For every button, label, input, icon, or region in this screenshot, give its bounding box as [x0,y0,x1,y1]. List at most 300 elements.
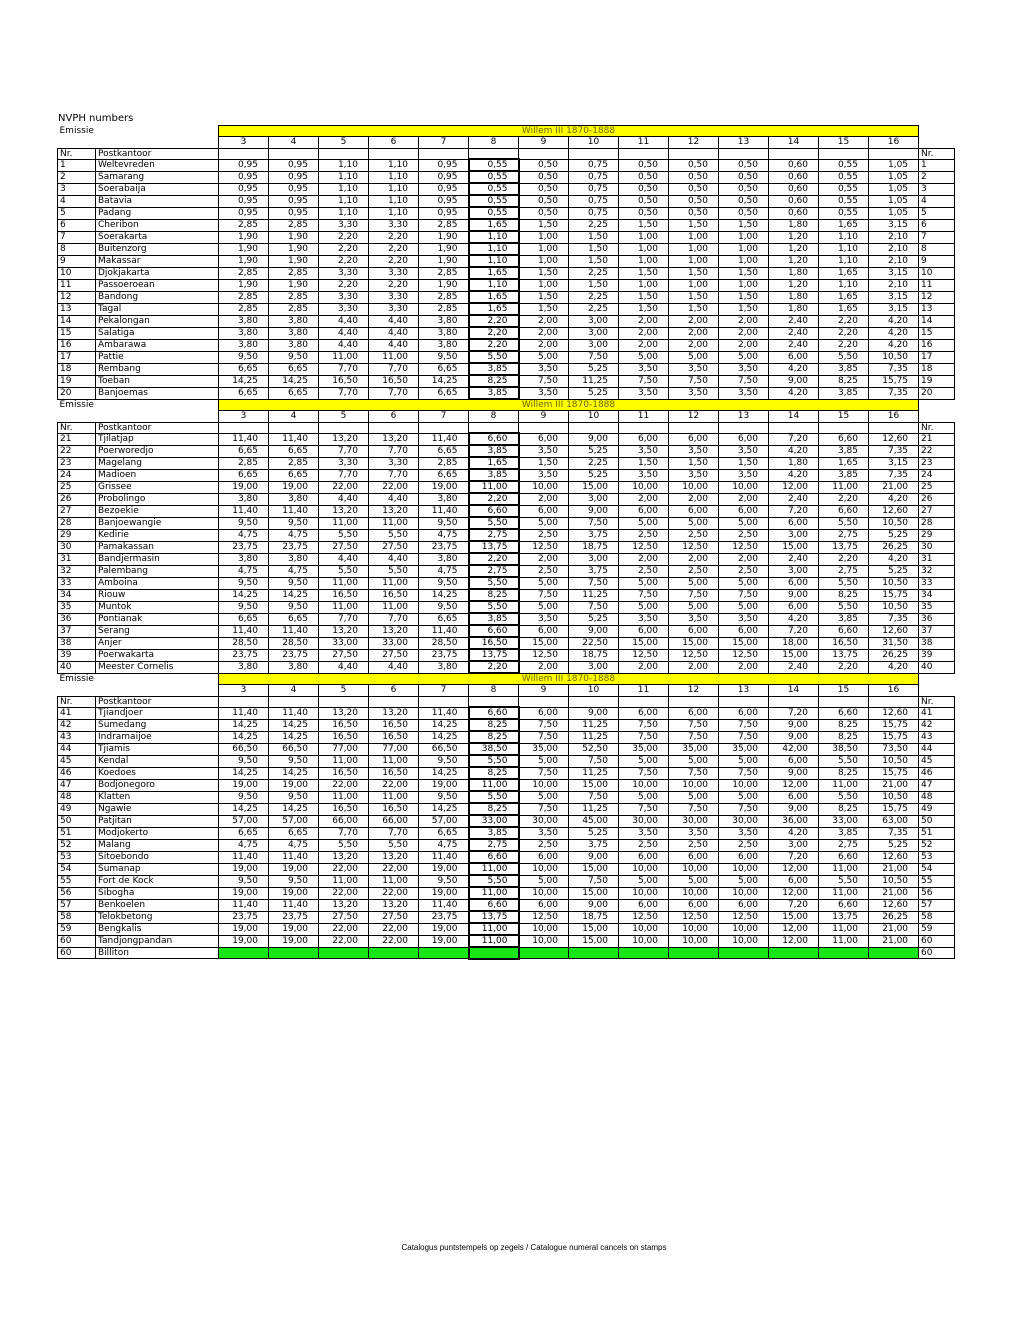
emissie-label: Emissie [59,126,94,137]
value-cell: 7,50 [719,375,769,387]
row-number-right: 53 [919,851,955,863]
row-number: 59 [58,923,96,935]
value-cell: 23,75 [219,649,269,661]
value-cell: 3,85 [469,827,519,839]
value-cell: 2,00 [719,339,769,351]
value-cell: 9,50 [419,601,469,613]
value-cell: 11,00 [469,779,519,791]
value-cell: 3,80 [219,661,269,673]
value-cell: 10,00 [669,935,719,947]
value-cell: 10,00 [619,481,669,493]
label-row [58,422,955,433]
value-cell: 2,50 [519,529,569,541]
value-cell: 1,50 [519,457,569,469]
postkantoor-name: Klatten [96,791,219,803]
value-cell: 5,00 [519,351,569,363]
row-number-right: 43 [919,731,955,743]
row-number-right: 7 [919,231,955,243]
value-cell: 6,00 [519,433,569,445]
column-number: 9 [519,411,569,422]
column-number: 16 [869,685,919,696]
value-cell: 6,00 [719,433,769,445]
value-cell: 11,25 [569,767,619,779]
value-cell: 4,40 [369,553,419,565]
value-cell: 18,75 [569,649,619,661]
nr-label-right: Nr. [919,148,955,159]
value-cell: 45,00 [569,815,619,827]
value-cell: 7,50 [519,767,569,779]
column-number: 9 [519,685,569,696]
value-cell: 1,05 [869,171,919,183]
value-cell: 2,85 [219,219,269,231]
value-cell: 5,00 [619,577,669,589]
value-cell: 38,50 [819,743,869,755]
postkantoor-label: Postkantoor [96,148,219,159]
value-cell: 1,65 [819,219,869,231]
column-number: 15 [819,411,869,422]
value-cell: 3,15 [869,291,919,303]
value-cell: 7,50 [569,577,619,589]
value-cell: 11,00 [319,577,369,589]
value-cell: 4,40 [369,315,419,327]
value-cell: 11,40 [269,851,319,863]
value-cell: 3,00 [569,339,619,351]
value-cell: 35,00 [719,743,769,755]
value-cell: 5,00 [719,517,769,529]
postkantoor-name: Pamakassan [96,541,219,553]
value-cell: 0,55 [819,195,869,207]
value-cell: 2,25 [569,303,619,315]
value-cell: 1,00 [619,231,669,243]
empty-cell [319,148,369,159]
value-cell: 6,00 [669,707,719,719]
value-cell: 1,90 [419,255,469,267]
value-cell: 2,00 [669,553,719,565]
value-cell: 8,25 [819,731,869,743]
value-cell: 7,35 [869,387,919,399]
empty-cell [469,696,519,707]
value-cell: 11,00 [819,779,869,791]
postkantoor-name: Padang [96,207,219,219]
value-cell: 6,65 [219,827,269,839]
value-cell: 2,00 [519,661,569,673]
value-cell: 66,00 [319,815,369,827]
value-cell: 3,75 [569,839,619,851]
table-row [58,207,955,219]
value-cell: 2,20 [319,279,369,291]
value-cell: 0,95 [269,171,319,183]
value-cell: 19,00 [269,779,319,791]
value-cell: 35,00 [669,743,719,755]
column-number: 6 [369,685,419,696]
value-cell: 19,00 [419,935,469,947]
nr-label: Nr. [58,696,96,707]
table-row [58,445,955,457]
row-number-right: 33 [919,577,955,589]
value-cell: 1,90 [419,231,469,243]
value-cell: 1,65 [819,291,869,303]
value-cell: 3,30 [319,267,369,279]
value-cell: 1,20 [769,255,819,267]
value-cell: 33,00 [369,637,419,649]
value-cell: 27,50 [369,649,419,661]
value-cell: 6,00 [669,433,719,445]
row-number: 26 [58,493,96,505]
value-cell: 4,75 [419,529,469,541]
value-cell [469,947,519,958]
column-number: 11 [619,137,669,148]
value-cell: 16,50 [319,767,369,779]
value-cell: 0,50 [519,171,569,183]
value-cell: 2,85 [269,291,319,303]
value-cell: 5,00 [619,601,669,613]
value-cell: 7,50 [619,719,669,731]
value-cell: 5,50 [319,529,369,541]
value-cell: 1,90 [419,243,469,255]
value-cell: 10,00 [669,887,719,899]
table-row [58,947,955,958]
value-cell: 10,00 [719,887,769,899]
value-cell: 30,00 [619,815,669,827]
value-cell: 4,40 [319,493,369,505]
value-cell: 1,50 [719,303,769,315]
value-cell [369,947,419,958]
value-cell: 3,50 [519,469,569,481]
value-cell: 5,00 [619,517,669,529]
emissie-name: Willem III 1870-1888 [219,673,919,685]
table-row [58,637,955,649]
row-number-right: 31 [919,553,955,565]
value-cell: 0,55 [469,207,519,219]
value-cell: 3,50 [519,363,569,375]
value-cell: 12,50 [619,649,669,661]
value-cell: 3,50 [719,827,769,839]
value-cell: 42,00 [769,743,819,755]
value-cell: 6,60 [469,899,519,911]
value-cell: 3,30 [369,457,419,469]
value-cell: 6,00 [619,707,669,719]
value-cell: 3,50 [669,827,719,839]
value-cell: 4,20 [769,469,819,481]
value-cell: 2,75 [469,529,519,541]
value-cell [269,947,319,958]
page-title: NVPH numbers [58,113,134,124]
value-cell: 10,00 [669,863,719,875]
value-cell: 0,50 [619,195,669,207]
value-cell: 3,80 [419,493,469,505]
value-cell: 7,50 [569,517,619,529]
row-number: 41 [58,707,96,719]
value-cell: 0,50 [619,159,669,171]
value-cell: 14,25 [269,719,319,731]
value-cell: 15,00 [569,779,619,791]
value-cell: 1,90 [219,255,269,267]
row-number-right: 1 [919,159,955,171]
value-cell: 6,00 [769,791,819,803]
value-cell: 6,65 [219,445,269,457]
value-cell: 18,75 [569,541,619,553]
value-cell: 7,50 [569,791,619,803]
value-cell: 6,00 [719,899,769,911]
value-cell: 3,85 [469,613,519,625]
value-cell: 3,85 [469,363,519,375]
value-cell: 2,50 [519,565,569,577]
value-cell: 5,00 [619,755,669,767]
value-cell: 13,75 [469,541,519,553]
value-cell: 3,80 [219,315,269,327]
value-cell: 2,85 [419,291,469,303]
value-cell: 16,50 [369,731,419,743]
spacer-cell [96,685,219,696]
value-cell: 0,95 [219,159,269,171]
value-cell: 5,00 [719,875,769,887]
value-cell: 14,25 [419,731,469,743]
value-cell: 0,55 [469,159,519,171]
value-cell: 5,50 [369,565,419,577]
value-cell: 12,60 [869,899,919,911]
value-cell: 36,00 [769,815,819,827]
value-cell: 0,75 [569,207,619,219]
value-cell: 1,65 [469,267,519,279]
value-cell: 11,40 [269,433,319,445]
postkantoor-name: Serang [96,625,219,637]
postkantoor-name: Passoeroean [96,279,219,291]
row-number-right: 30 [919,541,955,553]
postkantoor-name: Kedirie [96,529,219,541]
value-cell: 1,50 [719,267,769,279]
row-number: 37 [58,625,96,637]
value-cell: 5,50 [819,577,869,589]
value-cell: 6,65 [419,363,469,375]
value-cell: 1,90 [219,243,269,255]
value-cell: 3,75 [569,529,619,541]
table-row [58,493,955,505]
value-cell: 6,65 [419,469,469,481]
value-cell: 7,50 [569,351,619,363]
value-cell: 0,50 [719,171,769,183]
value-cell: 7,70 [319,445,369,457]
table-row [58,887,955,899]
row-number-right: 36 [919,613,955,625]
value-cell: 9,50 [269,577,319,589]
value-cell: 5,25 [869,565,919,577]
value-cell: 3,80 [269,315,319,327]
value-cell: 14,25 [419,589,469,601]
value-cell: 1,10 [319,183,369,195]
value-cell: 9,50 [219,875,269,887]
row-number-right: 11 [919,279,955,291]
table-row [58,219,955,231]
table-row [58,303,955,315]
table-row [58,159,955,171]
value-cell: 33,00 [469,815,519,827]
value-cell: 7,70 [319,363,369,375]
table-row [58,529,955,541]
value-cell: 19,00 [219,863,269,875]
value-cell: 2,85 [419,457,469,469]
value-cell: 5,25 [569,827,619,839]
value-cell: 2,20 [819,661,869,673]
row-number-right: 41 [919,707,955,719]
value-cell: 7,50 [669,803,719,815]
value-cell: 2,85 [219,457,269,469]
value-cell: 1,80 [769,457,819,469]
row-number-right: 28 [919,517,955,529]
value-cell: 22,00 [369,863,419,875]
table-row [58,375,955,387]
value-cell: 66,00 [369,815,419,827]
value-cell: 22,00 [369,779,419,791]
column-number: 6 [369,137,419,148]
value-cell: 2,20 [369,255,419,267]
value-cell: 7,50 [719,803,769,815]
value-cell: 1,10 [469,231,519,243]
value-cell: 1,65 [469,457,519,469]
empty-cell [219,422,269,433]
value-cell: 5,00 [669,755,719,767]
value-cell: 0,95 [219,195,269,207]
postkantoor-label: Postkantoor [96,422,219,433]
value-cell: 11,25 [569,589,619,601]
value-cell: 63,00 [869,815,919,827]
value-cell: 5,00 [669,791,719,803]
value-cell: 1,00 [669,255,719,267]
value-cell: 4,20 [769,613,819,625]
postkantoor-name: Poerwakarta [96,649,219,661]
row-number: 18 [58,363,96,375]
value-cell: 10,50 [869,755,919,767]
row-number-right: 47 [919,779,955,791]
value-cell: 22,00 [319,935,369,947]
value-cell: 7,50 [719,767,769,779]
row-number: 13 [58,303,96,315]
value-cell: 9,50 [419,791,469,803]
value-cell: 1,50 [619,291,669,303]
value-cell: 1,00 [619,279,669,291]
row-number-right: 26 [919,493,955,505]
value-cell: 3,85 [469,445,519,457]
value-cell: 21,00 [869,863,919,875]
column-number: 9 [519,137,569,148]
value-cell: 9,50 [269,601,319,613]
value-cell: 12,00 [769,923,819,935]
value-cell: 10,00 [519,923,569,935]
column-number: 14 [769,137,819,148]
table-row [58,481,955,493]
value-cell: 1,10 [819,231,869,243]
value-cell: 10,00 [519,481,569,493]
value-cell: 6,60 [469,851,519,863]
value-cell: 7,50 [619,589,669,601]
row-number: 1 [58,159,96,171]
value-cell: 13,75 [469,649,519,661]
value-cell: 4,40 [319,661,369,673]
value-cell: 8,25 [469,803,519,815]
value-cell: 10,00 [719,779,769,791]
value-cell: 4,20 [869,315,919,327]
value-cell: 14,25 [269,375,319,387]
value-cell: 3,80 [219,553,269,565]
value-cell: 2,10 [869,243,919,255]
value-cell: 4,20 [869,553,919,565]
value-cell: 11,00 [319,755,369,767]
value-cell: 3,50 [719,613,769,625]
value-cell: 6,60 [819,505,869,517]
value-cell: 5,50 [819,601,869,613]
postkantoor-name: Pontianak [96,613,219,625]
row-number-right: 60 [919,935,955,947]
value-cell: 7,50 [669,719,719,731]
value-cell: 1,05 [869,195,919,207]
row-number: 40 [58,661,96,673]
value-cell: 1,65 [819,457,869,469]
column-number: 15 [819,685,869,696]
table-row [58,815,955,827]
value-cell: 2,00 [519,339,569,351]
value-cell: 11,00 [319,791,369,803]
value-cell: 3,30 [319,219,369,231]
value-cell: 9,50 [219,791,269,803]
value-cell: 8,25 [469,375,519,387]
empty-cell [619,696,669,707]
table-row [58,707,955,719]
value-cell: 0,60 [769,183,819,195]
value-cell: 3,00 [569,327,619,339]
row-number: 6 [58,219,96,231]
value-cell: 3,50 [619,613,669,625]
value-cell: 10,50 [869,517,919,529]
value-cell: 15,75 [869,767,919,779]
value-cell [719,947,769,958]
empty-cell [769,422,819,433]
row-number-right: 34 [919,589,955,601]
value-cell: 4,75 [419,565,469,577]
table-row [58,803,955,815]
value-cell: 0,55 [819,183,869,195]
value-cell: 5,50 [469,601,519,613]
value-cell: 0,95 [269,207,319,219]
value-cell: 6,00 [519,707,569,719]
row-number: 39 [58,649,96,661]
value-cell: 6,60 [819,433,869,445]
value-cell: 0,95 [419,159,469,171]
catalogue-sheet [57,125,955,960]
table-row [58,935,955,947]
value-cell: 5,50 [319,839,369,851]
postkantoor-name: Magelang [96,457,219,469]
value-cell: 12,60 [869,433,919,445]
value-cell: 5,50 [819,755,869,767]
value-cell: 2,20 [469,339,519,351]
value-cell: 16,50 [369,719,419,731]
postkantoor-name: Toeban [96,375,219,387]
value-cell: 6,00 [619,851,669,863]
value-cell: 3,50 [619,445,669,457]
value-cell: 14,25 [419,719,469,731]
table-row [58,553,955,565]
empty-cell [669,422,719,433]
value-cell: 4,75 [269,529,319,541]
row-number: 11 [58,279,96,291]
value-cell: 2,00 [519,493,569,505]
value-cell: 2,20 [369,231,419,243]
column-number: 10 [569,411,619,422]
value-cell: 3,30 [369,267,419,279]
nr-label-right: Nr. [919,696,955,707]
empty-cell [269,696,319,707]
value-cell: 22,00 [319,863,369,875]
row-number: 5 [58,207,96,219]
